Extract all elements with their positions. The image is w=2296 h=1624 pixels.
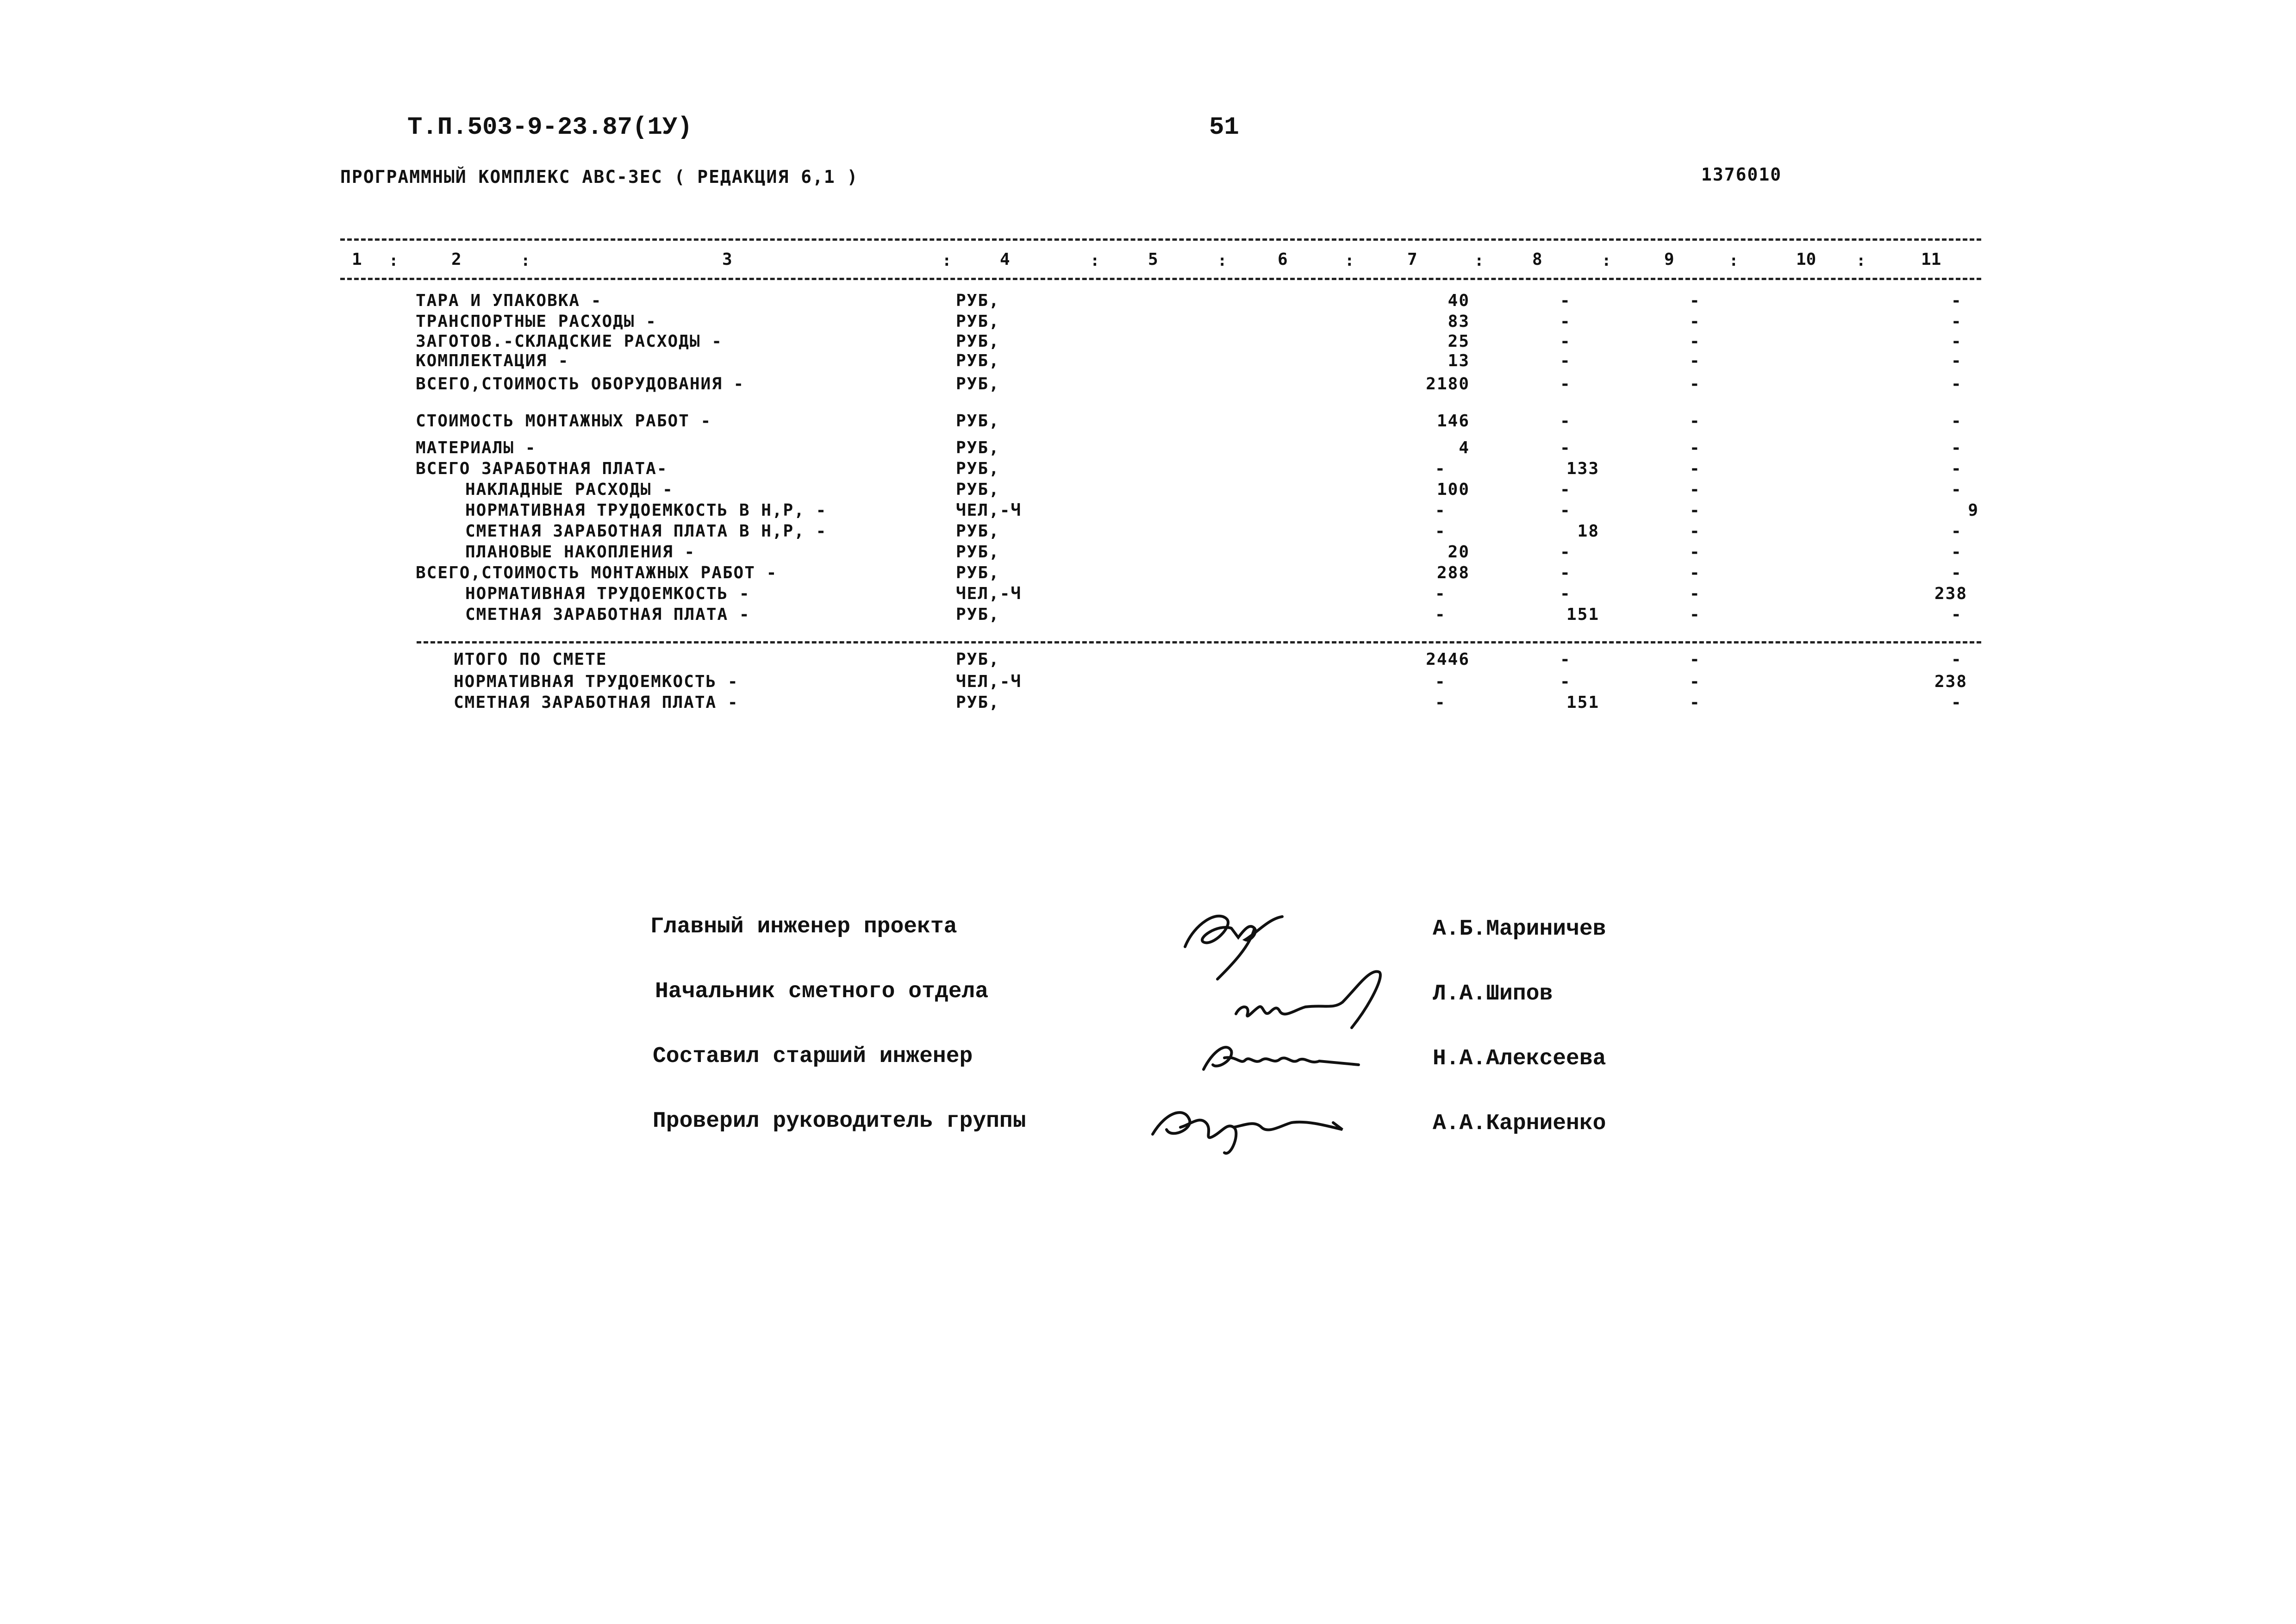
col7-value: 2180 [1426,375,1470,394]
row-name: СМЕТНАЯ ЗАРАБОТНАЯ ПЛАТА - [465,605,750,624]
col9-dash: - [1690,438,1700,457]
column-number: 6 [1278,250,1288,269]
row-name: НОРМАТИВНАЯ ТРУДОЕМКОСТЬ В Н,Р, - [465,501,827,520]
col8-dash: - [1560,332,1570,351]
col8-dash: - [1560,351,1570,370]
col11-dash: - [1951,291,1961,310]
col8-dash: - [1560,291,1570,310]
document-number: 1376010 [1701,164,1782,185]
row-name: ВСЕГО,СТОИМОСТЬ МОНТАЖНЫХ РАБОТ - [416,563,778,582]
col7-value: 146 [1436,412,1470,431]
row-name: СМЕТНАЯ ЗАРАБОТНАЯ ПЛАТА В Н,Р, - [465,522,827,541]
col8-dash: - [1560,501,1570,520]
col8-value: 151 [1566,693,1599,712]
row-unit: РУБ, [956,291,1000,310]
row-name: ВСЕГО,СТОИМОСТЬ ОБОРУДОВАНИЯ - [416,375,745,394]
column-number: 3 [722,250,732,269]
row-name: СТОИМОСТЬ МОНТАЖНЫХ РАБОТ - [416,412,712,431]
col11-value: 238 [1934,584,1967,603]
column-number: 4 [1000,250,1010,269]
row-name: ТАРА И УПАКОВКА - [416,291,602,310]
column-separator: : [1345,251,1354,270]
column-separator: : [1729,251,1739,270]
col9-dash: - [1690,312,1700,331]
col9-dash: - [1690,672,1700,691]
signature-name-estimate-head: Л.А.Шипов [1433,981,1553,1006]
col7-dash: - [1435,605,1445,624]
signature-title-group-leader: Проверил руководитель группы [653,1109,1026,1134]
row-name: МАТЕРИАЛЫ - [416,438,537,457]
col7-value: 40 [1447,291,1470,310]
col7-value: 4 [1459,438,1470,457]
row-name: ИТОГО ПО СМЕТЕ [454,650,607,669]
col11-dash: - [1951,438,1961,457]
row-unit: РУБ, [956,650,1000,669]
col9-dash: - [1690,375,1700,394]
program-line: ПРОГРАММНЫЙ КОМПЛЕКС АВС-3ЕС ( РЕДАКЦИЯ 6,1 ) [340,167,859,187]
col11-value: 238 [1934,672,1967,691]
row-name: НОРМАТИВНАЯ ТРУДОЕМКОСТЬ - [465,584,750,603]
col8-dash: - [1560,650,1570,669]
col7-dash: - [1435,584,1445,603]
column-number: 7 [1407,250,1417,269]
row-unit: РУБ, [956,412,1000,431]
column-number: 1 [352,250,362,269]
col8-dash: - [1560,412,1570,431]
table-header-rule [340,278,1981,280]
row-unit: РУБ, [956,480,1000,499]
col11-dash: - [1951,563,1961,582]
row-unit: РУБ, [956,375,1000,394]
col7-dash: - [1435,672,1445,691]
column-separator: : [1602,251,1611,270]
signature-name-chief-engineer: А.Б.Мариничев [1433,917,1606,942]
col7-dash: - [1435,459,1445,478]
col7-value: 2446 [1426,650,1470,669]
column-number: 11 [1921,250,1941,269]
row-name: КОМПЛЕКТАЦИЯ - [416,351,569,370]
col9-dash: - [1690,412,1700,431]
column-number: 5 [1148,250,1158,269]
col7-dash: - [1435,501,1445,520]
column-separator: : [521,251,530,270]
col11-dash: - [1951,312,1961,331]
column-number: 8 [1532,250,1542,269]
col9-dash: - [1690,351,1700,370]
col7-value: 100 [1436,480,1470,499]
col8-dash: - [1560,563,1570,582]
row-unit: РУБ, [956,351,1000,370]
col11-dash: - [1951,543,1961,562]
row-unit: ЧЕЛ,-Ч [956,672,1022,691]
row-unit: РУБ, [956,312,1000,331]
col9-dash: - [1690,650,1700,669]
col8-dash: - [1560,584,1570,603]
col7-value: 83 [1447,312,1470,331]
table-top-rule [340,238,1981,241]
col9-dash: - [1690,543,1700,562]
column-number: 9 [1664,250,1674,269]
row-name: СМЕТНАЯ ЗАРАБОТНАЯ ПЛАТА - [454,693,739,712]
col7-value: 25 [1447,332,1470,351]
column-separator: : [1217,251,1227,270]
col9-dash: - [1690,693,1700,712]
row-name: ПЛАНОВЫЕ НАКОПЛЕНИЯ - [465,543,696,562]
handwritten-signature-3 [1199,1032,1366,1083]
col11-value: 9 [1968,501,1979,520]
col7-value: 13 [1447,351,1470,370]
row-unit: ЧЕЛ,-Ч [956,501,1022,520]
signature-name-senior-engineer: Н.А.Алексеева [1433,1046,1606,1071]
row-unit: РУБ, [956,459,1000,478]
col9-dash: - [1690,480,1700,499]
col11-dash: - [1951,375,1961,394]
signature-name-group-leader: А.А.Карниенко [1433,1111,1606,1136]
col8-dash: - [1560,312,1570,331]
col9-dash: - [1690,584,1700,603]
handwritten-signature-2 [1231,963,1398,1032]
col7-value: 288 [1436,563,1470,582]
col9-dash: - [1690,605,1700,624]
column-number: 10 [1796,250,1816,269]
col11-dash: - [1951,412,1961,431]
row-unit: РУБ, [956,332,1000,351]
column-number: 2 [451,250,462,269]
col11-dash: - [1951,605,1961,624]
col8-dash: - [1560,375,1570,394]
row-name: ВСЕГО ЗАРАБОТНАЯ ПЛАТА- [416,459,668,478]
column-separator: : [389,251,399,270]
col9-dash: - [1690,522,1700,541]
col11-dash: - [1951,351,1961,370]
col9-dash: - [1690,291,1700,310]
signature-title-chief-engineer: Главный инженер проекта [650,914,957,939]
col11-dash: - [1951,650,1961,669]
col11-dash: - [1951,332,1961,351]
col9-dash: - [1690,332,1700,351]
row-unit: РУБ, [956,563,1000,582]
signature-title-estimate-head: Начальник сметного отдела [655,979,989,1004]
signature-title-senior-engineer: Составил старший инженер [653,1044,973,1069]
handwritten-signature-4 [1148,1097,1352,1162]
col11-dash: - [1951,459,1961,478]
row-unit: ЧЕЛ,-Ч [956,584,1022,603]
document-code: Т.П.503-9-23.87(1У) [407,113,693,142]
row-name: ТРАНСПОРТНЫЕ РАСХОДЫ - [416,312,657,331]
column-separator: : [942,251,952,270]
row-name: НАКЛАДНЫЕ РАСХОДЫ - [465,480,674,499]
col8-dash: - [1560,480,1570,499]
col9-dash: - [1690,459,1700,478]
row-unit: РУБ, [956,438,1000,457]
col8-dash: - [1560,672,1570,691]
col11-dash: - [1951,693,1961,712]
col7-value: 20 [1447,543,1470,562]
row-unit: РУБ, [956,605,1000,624]
col8-dash: - [1560,543,1570,562]
row-name: ЗАГОТОВ.-СКЛАДСКИЕ РАСХОДЫ - [416,332,723,351]
row-name: НОРМАТИВНАЯ ТРУДОЕМКОСТЬ - [454,672,739,691]
col9-dash: - [1690,501,1700,520]
row-unit: РУБ, [956,693,1000,712]
col8-dash: - [1560,438,1570,457]
col11-dash: - [1951,522,1961,541]
page-number: 51 [1209,113,1239,142]
col7-dash: - [1435,693,1445,712]
row-unit: РУБ, [956,543,1000,562]
row-unit: РУБ, [956,522,1000,541]
col8-value: 151 [1566,605,1599,624]
col8-value: 133 [1566,459,1599,478]
col9-dash: - [1690,563,1700,582]
column-separator: : [1474,251,1484,270]
col11-dash: - [1951,480,1961,499]
column-separator: : [1856,251,1866,270]
col7-dash: - [1435,522,1445,541]
column-separator: : [1090,251,1100,270]
totals-rule [417,641,1981,643]
col8-value: 18 [1577,522,1599,541]
